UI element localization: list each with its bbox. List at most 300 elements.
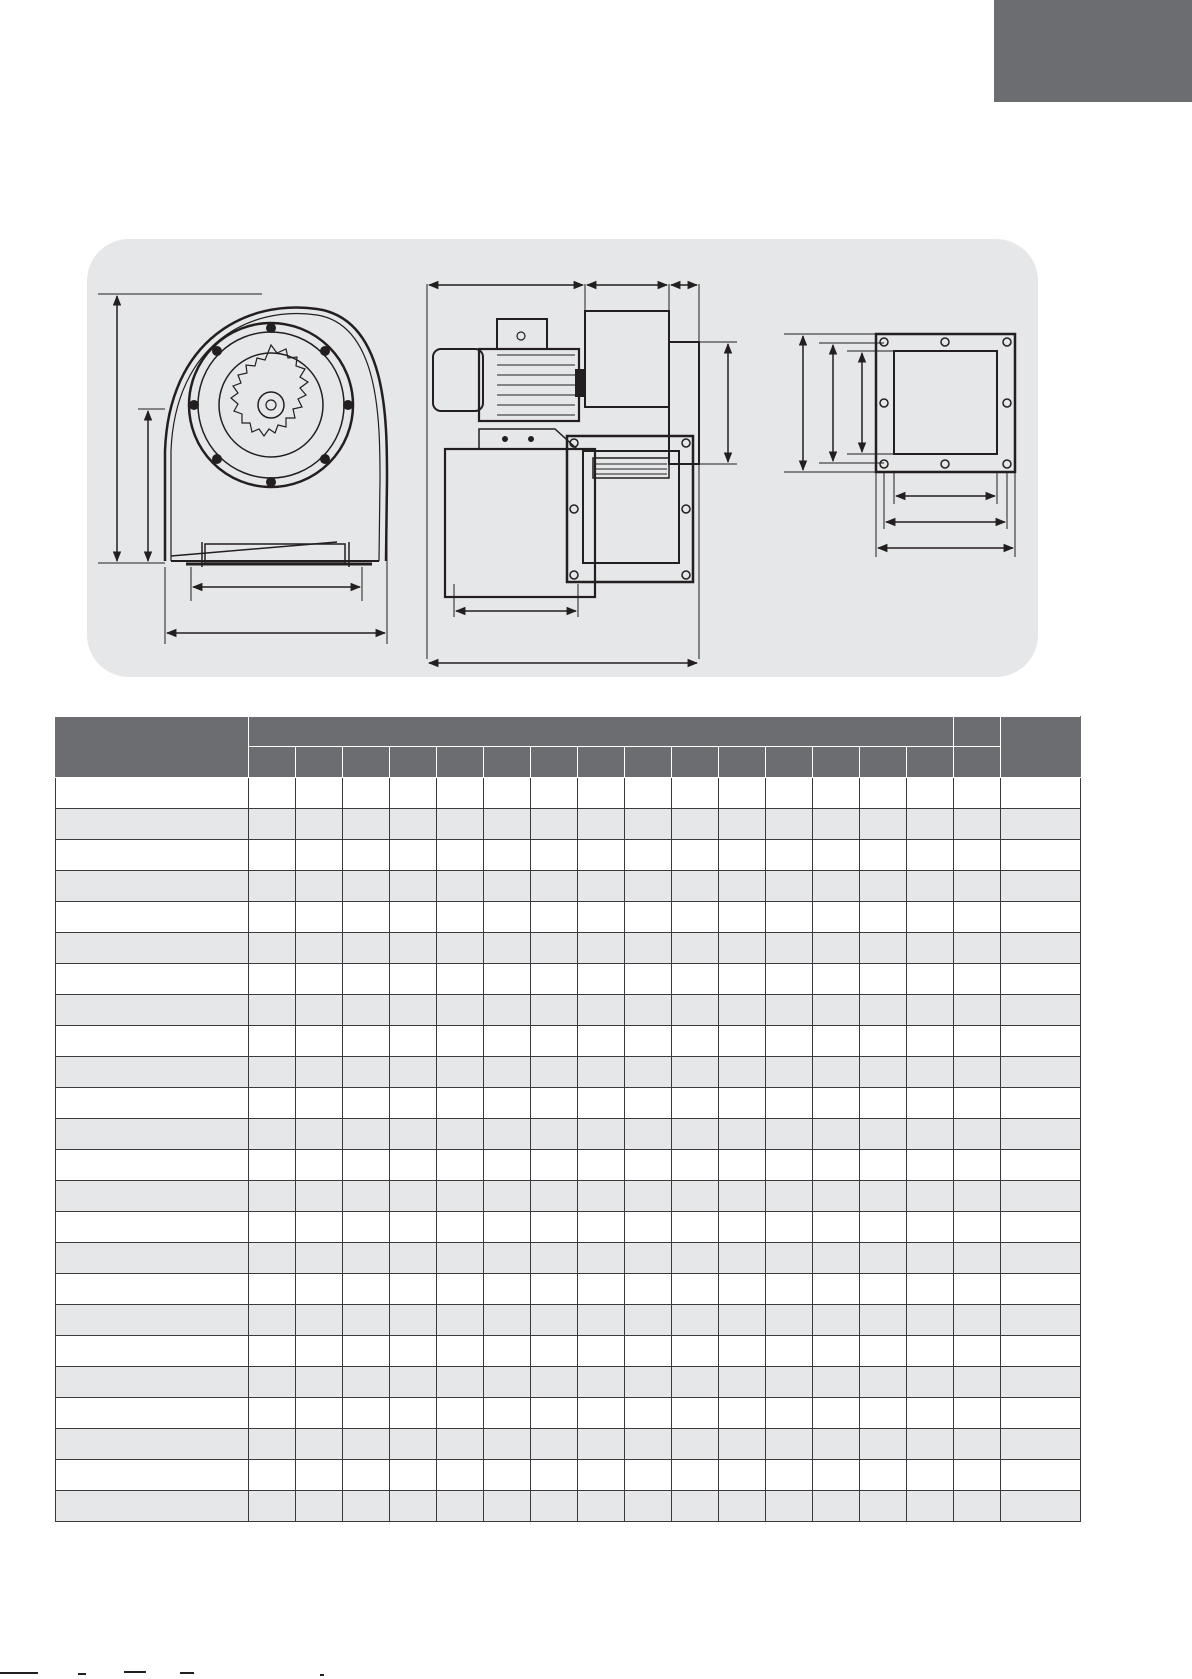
table-cell (249, 1243, 296, 1274)
corner-tab (994, 0, 1192, 102)
table-cell (907, 1460, 954, 1491)
table-cell (531, 1429, 578, 1460)
table-cell (531, 964, 578, 995)
table-cell (437, 871, 484, 902)
table-cell (625, 964, 672, 995)
table-cell (343, 1491, 390, 1522)
header-cell (954, 717, 1001, 747)
table-cell (813, 840, 860, 871)
table-cell (719, 1150, 766, 1181)
cropped-footer-marks (0, 1668, 1192, 1679)
table-cell (860, 1491, 907, 1522)
table-cell (390, 1336, 437, 1367)
table-cell (578, 1274, 625, 1305)
table-cell (531, 1305, 578, 1336)
table-cell (249, 1181, 296, 1212)
table-cell (296, 1026, 343, 1057)
table-cell (578, 1119, 625, 1150)
table-cell (578, 1336, 625, 1367)
table-cell (813, 902, 860, 933)
table-cell (56, 1088, 249, 1119)
table-cell (437, 1057, 484, 1088)
table-cell (1001, 1057, 1081, 1088)
table-cell (813, 871, 860, 902)
table-cell (578, 1305, 625, 1336)
table-cell (343, 809, 390, 840)
table-cell (531, 1274, 578, 1305)
table-cell (390, 1491, 437, 1522)
table-cell (907, 1181, 954, 1212)
table-cell (766, 809, 813, 840)
table-cell (484, 778, 531, 809)
table-cell (296, 840, 343, 871)
table-cell (1001, 1274, 1081, 1305)
table-cell (249, 840, 296, 871)
table-cell (766, 1491, 813, 1522)
table-cell (766, 902, 813, 933)
table-cell (719, 871, 766, 902)
table-row (56, 1491, 1081, 1522)
table-cell (813, 1429, 860, 1460)
table-cell (249, 809, 296, 840)
table-cell (907, 1026, 954, 1057)
table-cell (907, 809, 954, 840)
table-cell (907, 1119, 954, 1150)
table-cell (437, 1460, 484, 1491)
table-cell (766, 964, 813, 995)
table-cell (719, 1057, 766, 1088)
header-cell (249, 747, 296, 778)
table-cell (343, 1429, 390, 1460)
table-cell (437, 1212, 484, 1243)
table-cell (531, 1181, 578, 1212)
table-cell (813, 995, 860, 1026)
table-cell (249, 902, 296, 933)
table-cell (343, 1181, 390, 1212)
table-cell (860, 1398, 907, 1429)
table-cell (249, 1491, 296, 1522)
table-cell (484, 1367, 531, 1398)
table-cell (249, 933, 296, 964)
table-cell (390, 1212, 437, 1243)
table-cell (1001, 902, 1081, 933)
table-cell (954, 995, 1001, 1026)
table-cell (390, 902, 437, 933)
table-body (56, 778, 1081, 1522)
header-cell (860, 747, 907, 778)
table-row (56, 1336, 1081, 1367)
table-cell (766, 778, 813, 809)
table-cell (578, 1460, 625, 1491)
table-cell (719, 1212, 766, 1243)
table-cell (56, 1336, 249, 1367)
table-cell (531, 933, 578, 964)
table-cell (56, 1491, 249, 1522)
table-cell (625, 1398, 672, 1429)
table-cell (860, 1026, 907, 1057)
table-cell (484, 1305, 531, 1336)
table-cell (860, 1212, 907, 1243)
table-cell (56, 1057, 249, 1088)
table-row (56, 1119, 1081, 1150)
table-cell (437, 1274, 484, 1305)
table-cell (813, 1026, 860, 1057)
table-cell (484, 933, 531, 964)
table-cell (813, 1150, 860, 1181)
table-cell (343, 1243, 390, 1274)
table-cell (813, 1491, 860, 1522)
table-cell (296, 933, 343, 964)
table-header (56, 717, 1081, 778)
table-row (56, 840, 1081, 871)
table-cell (390, 1429, 437, 1460)
table-cell (249, 1429, 296, 1460)
table-cell (1001, 1460, 1081, 1491)
side-view (427, 284, 737, 663)
table-cell (437, 1026, 484, 1057)
table-row (56, 1181, 1081, 1212)
table-cell (578, 871, 625, 902)
table-cell (719, 1088, 766, 1119)
table-cell (625, 1336, 672, 1367)
side-bolt-holes (570, 439, 690, 579)
table-cell (813, 1181, 860, 1212)
table-cell (390, 964, 437, 995)
table-cell (484, 1150, 531, 1181)
table-cell (813, 1243, 860, 1274)
table-cell (719, 840, 766, 871)
table-cell (1001, 1119, 1081, 1150)
table-cell (56, 902, 249, 933)
table-cell (907, 1367, 954, 1398)
table-cell (56, 1460, 249, 1491)
table-cell (249, 778, 296, 809)
table-cell (437, 1367, 484, 1398)
table-cell (1001, 1305, 1081, 1336)
table-cell (531, 871, 578, 902)
table-cell (390, 1398, 437, 1429)
table-cell (343, 1088, 390, 1119)
table-cell (56, 1429, 249, 1460)
table-cell (813, 933, 860, 964)
table-cell (766, 1026, 813, 1057)
table-cell (578, 1367, 625, 1398)
table-cell (390, 1367, 437, 1398)
table-cell (578, 778, 625, 809)
table-row (56, 1212, 1081, 1243)
table-cell (860, 778, 907, 809)
table-cell (437, 840, 484, 871)
table-cell (296, 809, 343, 840)
table-cell (954, 840, 1001, 871)
table-cell (56, 1150, 249, 1181)
table-cell (766, 1150, 813, 1181)
header-cell (56, 717, 249, 778)
table-cell (296, 1429, 343, 1460)
table-cell (56, 1367, 249, 1398)
table-cell (390, 871, 437, 902)
table-cell (56, 1305, 249, 1336)
table-cell (766, 840, 813, 871)
table-cell (719, 933, 766, 964)
table-cell (484, 1057, 531, 1088)
table-cell (484, 1336, 531, 1367)
table-cell (56, 809, 249, 840)
table-cell (625, 871, 672, 902)
table-cell (860, 840, 907, 871)
table-cell (56, 1181, 249, 1212)
table-cell (578, 1026, 625, 1057)
table-cell (56, 1274, 249, 1305)
table-cell (719, 995, 766, 1026)
table-cell (578, 1088, 625, 1119)
table-cell (954, 1088, 1001, 1119)
table-cell (766, 995, 813, 1026)
table-cell (625, 1429, 672, 1460)
table-cell (860, 871, 907, 902)
table-cell (343, 933, 390, 964)
table-cell (390, 1088, 437, 1119)
table-cell (813, 809, 860, 840)
table-cell (672, 964, 719, 995)
table-cell (390, 1026, 437, 1057)
table-cell (484, 1491, 531, 1522)
table-cell (625, 1026, 672, 1057)
table-cell (296, 1460, 343, 1491)
table-cell (860, 809, 907, 840)
table-cell (719, 1336, 766, 1367)
table-cell (437, 809, 484, 840)
table-cell (766, 1460, 813, 1491)
table-cell (296, 964, 343, 995)
table-cell (766, 1088, 813, 1119)
table-cell (437, 1305, 484, 1336)
table-cell (1001, 1429, 1081, 1460)
table-cell (531, 1088, 578, 1119)
table-cell (578, 933, 625, 964)
table-cell (296, 902, 343, 933)
table-cell (672, 1429, 719, 1460)
table-cell (813, 778, 860, 809)
table-cell (390, 995, 437, 1026)
table-cell (860, 1460, 907, 1491)
table-cell (390, 933, 437, 964)
table-cell (484, 1460, 531, 1491)
table-row (56, 871, 1081, 902)
table-cell (390, 778, 437, 809)
table-cell (954, 809, 1001, 840)
table-cell (296, 1305, 343, 1336)
table-cell (484, 1212, 531, 1243)
table-cell (531, 1336, 578, 1367)
table-row (56, 809, 1081, 840)
table-row (56, 1429, 1081, 1460)
table-cell (296, 1119, 343, 1150)
table-cell (766, 1212, 813, 1243)
table-cell (813, 1398, 860, 1429)
header-cell (249, 717, 954, 747)
table-row (56, 1274, 1081, 1305)
header-cell (813, 747, 860, 778)
table-cell (437, 1088, 484, 1119)
table-cell (343, 1212, 390, 1243)
table-cell (672, 1057, 719, 1088)
table-row (56, 933, 1081, 964)
table-cell (860, 933, 907, 964)
table-cell (578, 1429, 625, 1460)
table-cell (56, 1026, 249, 1057)
table-cell (719, 1181, 766, 1212)
table-cell (343, 1119, 390, 1150)
table-cell (249, 1367, 296, 1398)
table-cell (766, 933, 813, 964)
table-cell (437, 1181, 484, 1212)
table-cell (296, 871, 343, 902)
table-cell (296, 1243, 343, 1274)
table-cell (954, 1367, 1001, 1398)
table-cell (860, 1150, 907, 1181)
table-cell (296, 1367, 343, 1398)
table-cell (1001, 1243, 1081, 1274)
table-cell (672, 995, 719, 1026)
table-cell (1001, 1398, 1081, 1429)
table-cell (1001, 964, 1081, 995)
table-cell (296, 1181, 343, 1212)
table-cell (719, 1429, 766, 1460)
table-row (56, 1150, 1081, 1181)
table-cell (249, 1026, 296, 1057)
table-cell (343, 1367, 390, 1398)
table-cell (1001, 1026, 1081, 1057)
table-cell (719, 1491, 766, 1522)
table-cell (578, 1491, 625, 1522)
header-cell (907, 747, 954, 778)
table-cell (531, 809, 578, 840)
table-cell (437, 1119, 484, 1150)
impeller (219, 353, 323, 457)
header-cell (672, 747, 719, 778)
table-cell (954, 1181, 1001, 1212)
header-cell (484, 747, 531, 778)
table-cell (625, 1212, 672, 1243)
table-cell (390, 1181, 437, 1212)
table-cell (249, 1088, 296, 1119)
table-cell (719, 1243, 766, 1274)
table-cell (672, 1367, 719, 1398)
table-cell (766, 1367, 813, 1398)
table-cell (625, 995, 672, 1026)
table-cell (531, 778, 578, 809)
table-cell (907, 964, 954, 995)
table-cell (343, 1150, 390, 1181)
table-cell (437, 778, 484, 809)
table-cell (954, 1212, 1001, 1243)
table-cell (484, 1274, 531, 1305)
table-cell (343, 1026, 390, 1057)
table-cell (719, 1274, 766, 1305)
table-cell (907, 902, 954, 933)
table-cell (672, 1150, 719, 1181)
table-cell (1001, 933, 1081, 964)
table-cell (954, 964, 1001, 995)
table-cell (813, 964, 860, 995)
table-cell (484, 995, 531, 1026)
table-cell (672, 1119, 719, 1150)
table-cell (860, 1274, 907, 1305)
table-cell (531, 1398, 578, 1429)
spec-table (55, 716, 1081, 1522)
dimension-drawing (87, 239, 1038, 677)
table-cell (907, 871, 954, 902)
table-cell (484, 809, 531, 840)
table-cell (766, 1274, 813, 1305)
table-cell (907, 1398, 954, 1429)
table-cell (1001, 1088, 1081, 1119)
header-cell (437, 747, 484, 778)
header-cell (1001, 717, 1081, 778)
table-cell (672, 1243, 719, 1274)
table-cell (954, 1026, 1001, 1057)
table-cell (1001, 871, 1081, 902)
table-cell (954, 1057, 1001, 1088)
table-cell (343, 840, 390, 871)
table-cell (343, 964, 390, 995)
table-cell (531, 1026, 578, 1057)
table-row (56, 964, 1081, 995)
table-cell (437, 1491, 484, 1522)
table-cell (766, 1119, 813, 1150)
table-cell (625, 1088, 672, 1119)
table-cell (390, 1119, 437, 1150)
table-cell (672, 840, 719, 871)
table-cell (907, 1336, 954, 1367)
table-cell (578, 964, 625, 995)
table-cell (719, 809, 766, 840)
table-cell (954, 1460, 1001, 1491)
table-cell (766, 1336, 813, 1367)
table-cell (907, 933, 954, 964)
table-cell (296, 1057, 343, 1088)
table-cell (625, 1367, 672, 1398)
table-cell (296, 1491, 343, 1522)
table-cell (907, 778, 954, 809)
table-cell (625, 1181, 672, 1212)
table-cell (390, 840, 437, 871)
table-row (56, 902, 1081, 933)
table-cell (954, 1274, 1001, 1305)
table-row (56, 1367, 1081, 1398)
table-cell (907, 1491, 954, 1522)
table-cell (954, 1150, 1001, 1181)
flange-bolt-holes (880, 338, 1011, 468)
table-cell (907, 840, 954, 871)
table-cell (343, 1336, 390, 1367)
table-cell (860, 964, 907, 995)
table-cell (813, 1119, 860, 1150)
table-cell (672, 809, 719, 840)
table-cell (578, 1181, 625, 1212)
table-cell (766, 1181, 813, 1212)
table-cell (296, 1398, 343, 1429)
table-cell (343, 1057, 390, 1088)
table-cell (625, 1460, 672, 1491)
table-cell (437, 964, 484, 995)
table-cell (531, 840, 578, 871)
table-cell (437, 1243, 484, 1274)
table-cell (1001, 1150, 1081, 1181)
table-cell (484, 1088, 531, 1119)
table-cell (813, 1274, 860, 1305)
